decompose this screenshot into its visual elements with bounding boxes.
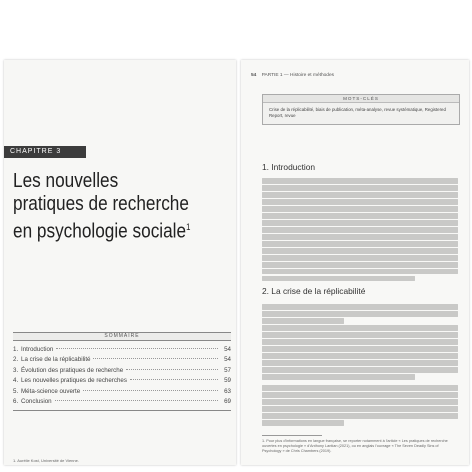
toc-item-page: 69 (224, 397, 231, 405)
toc-item-label: Conclusion (21, 397, 52, 405)
chapter-title-line: Les nouvelles (13, 170, 119, 192)
text-line (262, 178, 458, 184)
toc-item-label: Évolution des pratiques de recherche (21, 366, 124, 374)
toc-leader-dots (93, 358, 218, 359)
toc-item[interactable] (13, 366, 231, 376)
text-line (262, 353, 458, 359)
body-paragraph (262, 304, 458, 381)
left-page (4, 60, 236, 465)
right-footnote: 1. Pour plus d'informations en langue française, se reporter notamment à l'article « Les pratiques de recherche ouvertes en psychologie » d'Anthony Lantian (2021), ou en anglais l'ouvrage « The Seven Deadly Sins of Psychology » de Chris Chambers (2019). (262, 439, 448, 454)
footnote-divider (262, 435, 322, 436)
text-line (262, 255, 458, 261)
page-number: 54 (251, 73, 257, 78)
text-line (262, 406, 458, 412)
text-line (262, 241, 458, 247)
keywords-text: Crise de la réplicabilité, biais de publication, méta-analyse, revue systématique, Registered Report, revue (269, 107, 446, 118)
toc-list (13, 345, 231, 407)
running-head-text: PARTIE 1 — Histoire et méthodes (261, 73, 335, 78)
text-line (262, 269, 458, 275)
toc-item-label: Méta-science ouverte (21, 387, 81, 395)
toc-item-number: 6. (13, 397, 19, 405)
toc-item-number: 2. (13, 356, 19, 364)
title-footnote-marker: 1 (186, 222, 191, 232)
right-page (241, 60, 469, 465)
text-line (262, 339, 458, 345)
toc-item[interactable] (13, 376, 231, 386)
chapter-title-line-text: en psychologie sociale (13, 220, 187, 243)
body-paragraph (262, 385, 458, 427)
section-heading: 2. La crise de la réplicabilité (262, 286, 366, 296)
keywords-box (262, 94, 460, 125)
toc-item[interactable] (13, 397, 231, 407)
text-line (262, 311, 458, 317)
table-of-contents (13, 332, 231, 411)
toc-item-page: 63 (224, 387, 231, 395)
text-line (262, 234, 458, 240)
toc-item-number: 4. (13, 377, 19, 385)
toc-item-label: La crise de la réplicabilité (21, 356, 91, 364)
text-line (262, 346, 458, 352)
toc-item[interactable] (13, 355, 231, 365)
toc-leader-dots (126, 369, 218, 370)
toc-item-page: 54 (224, 356, 231, 364)
body-paragraph (262, 178, 458, 283)
text-line (262, 276, 415, 282)
text-line (262, 399, 458, 405)
chapter-title (13, 170, 202, 244)
chapter-label: CHAPITRE 3 (4, 146, 86, 158)
toc-leader-dots (55, 400, 218, 401)
toc-item-page: 57 (224, 366, 231, 374)
text-line (262, 248, 458, 254)
toc-item-label: Introduction (21, 346, 54, 353)
left-footnote: 1. Aurélie Kost, Université de Vienne. (13, 458, 79, 463)
toc-leader-dots (130, 379, 218, 380)
toc-item[interactable] (13, 345, 231, 355)
running-head (251, 73, 334, 78)
toc-item[interactable] (13, 387, 231, 397)
section-heading: 1. Introduction (262, 162, 316, 172)
text-line (262, 227, 458, 233)
text-line (262, 420, 344, 426)
toc-item-page: 59 (224, 377, 231, 385)
text-line (262, 185, 458, 191)
chapter-title-line: pratiques de recherche (13, 193, 189, 215)
keywords-heading: MOTS-CLÉS (263, 95, 459, 103)
toc-divider (13, 410, 231, 411)
text-line (262, 374, 415, 380)
text-line (262, 325, 458, 331)
text-line (262, 392, 458, 398)
toc-item-page: 54 (224, 346, 231, 353)
toc-item-number: 5. (13, 387, 19, 395)
text-line (262, 262, 458, 268)
text-line (262, 360, 458, 366)
text-line (262, 192, 458, 198)
text-line (262, 413, 458, 419)
text-line (262, 332, 458, 338)
text-line (262, 199, 458, 205)
toc-leader-dots (56, 348, 218, 349)
text-line (262, 206, 458, 212)
toc-leader-dots (83, 390, 218, 391)
text-line (262, 220, 458, 226)
chapter-title-line (13, 216, 202, 244)
text-line (262, 385, 458, 391)
toc-heading: SOMMAIRE (13, 332, 231, 341)
text-line (262, 213, 458, 219)
toc-item-label: Les nouvelles pratiques de recherches (21, 377, 127, 385)
text-line (262, 304, 458, 310)
toc-item-number: 3. (13, 366, 19, 374)
text-line (262, 318, 344, 324)
toc-item-number: 1. (13, 346, 19, 353)
text-line (262, 367, 458, 373)
